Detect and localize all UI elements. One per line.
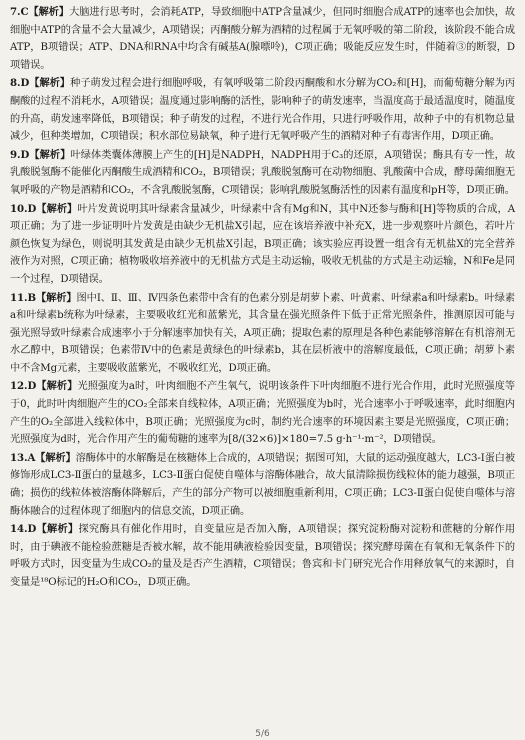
answer-letter: A	[27, 451, 36, 464]
question-10	[10, 201, 515, 289]
analysis-text: 溶酶体中的水解酶是在核糖体上合成的，A项错误；据图可知，大鼠的运动强度越大，LC3-Ⅰ蛋白被修饰形成LC3-Ⅱ蛋白的量越多，LC3-Ⅱ蛋白促使自噬体与溶酶体融合，故大鼠清除损伤线粒体的能力越强，B项正确；损伤的线粒体被溶酶体降解后，产生的部分产物可以被细胞重新利用，C项正确；LC3-Ⅱ蛋白促使自噬体与溶酶体融合的过程体现了细胞内的信息交流，D项正确。	[10, 452, 515, 517]
answer-letter: D	[27, 523, 37, 536]
question-7	[10, 4, 515, 74]
answer-letter: D	[20, 148, 30, 161]
question-8	[10, 75, 515, 145]
analysis-tag: 【解析】	[28, 6, 70, 18]
analysis-tag: 【解析】	[29, 77, 71, 90]
question-14	[10, 521, 515, 591]
question-number: 7.	[10, 6, 21, 18]
answer-letter: B	[27, 291, 36, 304]
answer-letter: C	[20, 6, 29, 18]
question-11	[10, 290, 515, 378]
analysis-tag: 【解析】	[29, 148, 71, 161]
question-number: 13.	[10, 451, 28, 464]
analysis-tag: 【解析】	[36, 523, 79, 536]
analysis-text: 叶片发黄说明其叶绿素含量减少，叶绿素中含有Mg和N，其中N还参与酶和[H]等物质的合成，A项正确；为了进一步证明叶片发黄是由缺少无机盐X引起，应在该培养液中补充X，进一步观察叶片颜色，若叶片颜色恢复为绿色，则说明其发黄是由缺少无机盐X引起，B项正确；该实验应再设置一组含有无机盐X的完全营养液作为对照，C项正确；植物吸收培养液中的无机盐方式是主动运输，吸收无机盐的方式是主动运输，N和Fe是同一个过程，D项错误。	[10, 203, 515, 285]
question-9	[10, 147, 515, 200]
analysis-text: 大脑进行思考时，会消耗ATP，导致细胞中ATP含量减少，但同时细胞合成ATP的速率也会加快，故细胞中ATP的含量不会大量减少，A项错误；丙酮酸分解为酒精的过程属于无氧呼吸的第二阶段，该阶段不能合成ATP，B项错误；ATP、DNA和RNA中均含有碱基A(腺嘌呤)，C项正确；吸能反应发生时，伴随着③的断裂，D项错误。	[10, 7, 515, 71]
analysis-tag: 【解析】	[36, 202, 78, 215]
answer-letter: D	[27, 380, 37, 393]
analysis-tag: 【解析】	[35, 451, 76, 464]
analysis-tag: 【解析】	[36, 380, 78, 393]
question-number: 12.	[10, 380, 28, 393]
analysis-tag: 【解析】	[35, 291, 77, 304]
question-number: 9.	[10, 148, 21, 161]
answer-letter: D	[27, 202, 37, 215]
analysis-text: 图中Ⅰ、Ⅱ、Ⅲ、Ⅳ四条色素带中含有的色素分别是胡萝卜素、叶黄素、叶绿素a和叶绿素b。叶绿素a和叶绿素b统称为叶绿素，主要吸收红光和蓝紫光，其含量在强光照条件下低于正常光照条件，推测原因可能与强光照导致叶绿素合成速率小于分解速率加快有关，A项正确；提取色素的原理是各种色素能够溶解在有机溶剂无水乙醇中，B项错误；色素带Ⅳ中的色素是黄绿色的叶绿素b，其在层析液中的溶解度最低，C项正确；胡萝卜素中不含Mg元素，主要吸收蓝紫光，不吸收红光，D项正确。	[10, 292, 515, 374]
question-12	[10, 378, 515, 448]
analysis-text: 叶绿体类囊体薄膜上产生的[H]是NADPH，NADPH用于C₃的还原，A项错误；酶具有专一性，故乳酸脱氢酶不能催化丙酮酸生成酒精和CO₂，B项错误；乳酸脱氢酶可在动物细胞、乳酸菌中合成，酵母菌细胞无氧呼吸的产物是酒精和CO₂，不含乳酸脱氢酶，C项错误；影响乳酸脱氢酶活性的因素有温度和pH等，D项正确。	[10, 149, 515, 196]
question-number: 8.	[10, 77, 21, 90]
question-13	[10, 450, 515, 520]
analysis-text: 光照强度为a时，叶肉细胞不产生氧气，说明该条件下叶肉细胞不进行光合作用，此时光照强度等于0，此时叶肉细胞产生的CO₂全部来自线粒体，A项正确；光照强度为b时，光合速率小于呼吸速率，此时细胞内产生的O₂全部进入线粒体中，B项正确；光照强度为c时，制约光合速率的环境因素主要是光照强度，C项正确；光照强度为d时，光合作用产生的葡萄糖的速率为[8/(32×6)]×180=7.5 g·h⁻¹·m⁻²，D项错误。	[10, 381, 515, 446]
answer-letter: D	[20, 77, 30, 90]
page-number: 5/6	[255, 729, 270, 739]
question-number: 11.	[10, 291, 28, 304]
analysis-text: 探究酶具有催化作用时，自变量应是否加入酶，A项错误；探究淀粉酶对淀粉和蔗糖的分解作用时，由于碘液不能检验蔗糖是否被水解，故不能用碘液检验因变量，B项错误；探究酵母菌在有氧和无氧条件下的呼吸方式时，因变量为生成CO₂的量及是否产生酒精，C项错误；鲁宾和卡门研究光合作用释放氧气的来源时，自变量是¹⁸O标记的H₂O和CO₂，D项正确。	[10, 524, 515, 588]
question-number: 10.	[10, 202, 28, 215]
analysis-text: 种子萌发过程会进行细胞呼吸，有氧呼吸第二阶段丙酮酸和水分解为CO₂和[H]，而葡萄糖分解为丙酮酸的过程不消耗水，A项错误；温度通过影响酶的活性，影响种子的萌发速率，当温度高于最适温度时，随温度的升高，萌发速率降低，B项错误；种子萌发的过程，不进行光合作用，只进行呼吸作用，故种子中的有机物总量减少，但种类增加，C项错误；积水部位易缺氧，种子进行无氧呼吸产生的酒精对种子有毒害作用，D项正确。	[10, 78, 515, 143]
question-number: 14.	[10, 523, 28, 536]
